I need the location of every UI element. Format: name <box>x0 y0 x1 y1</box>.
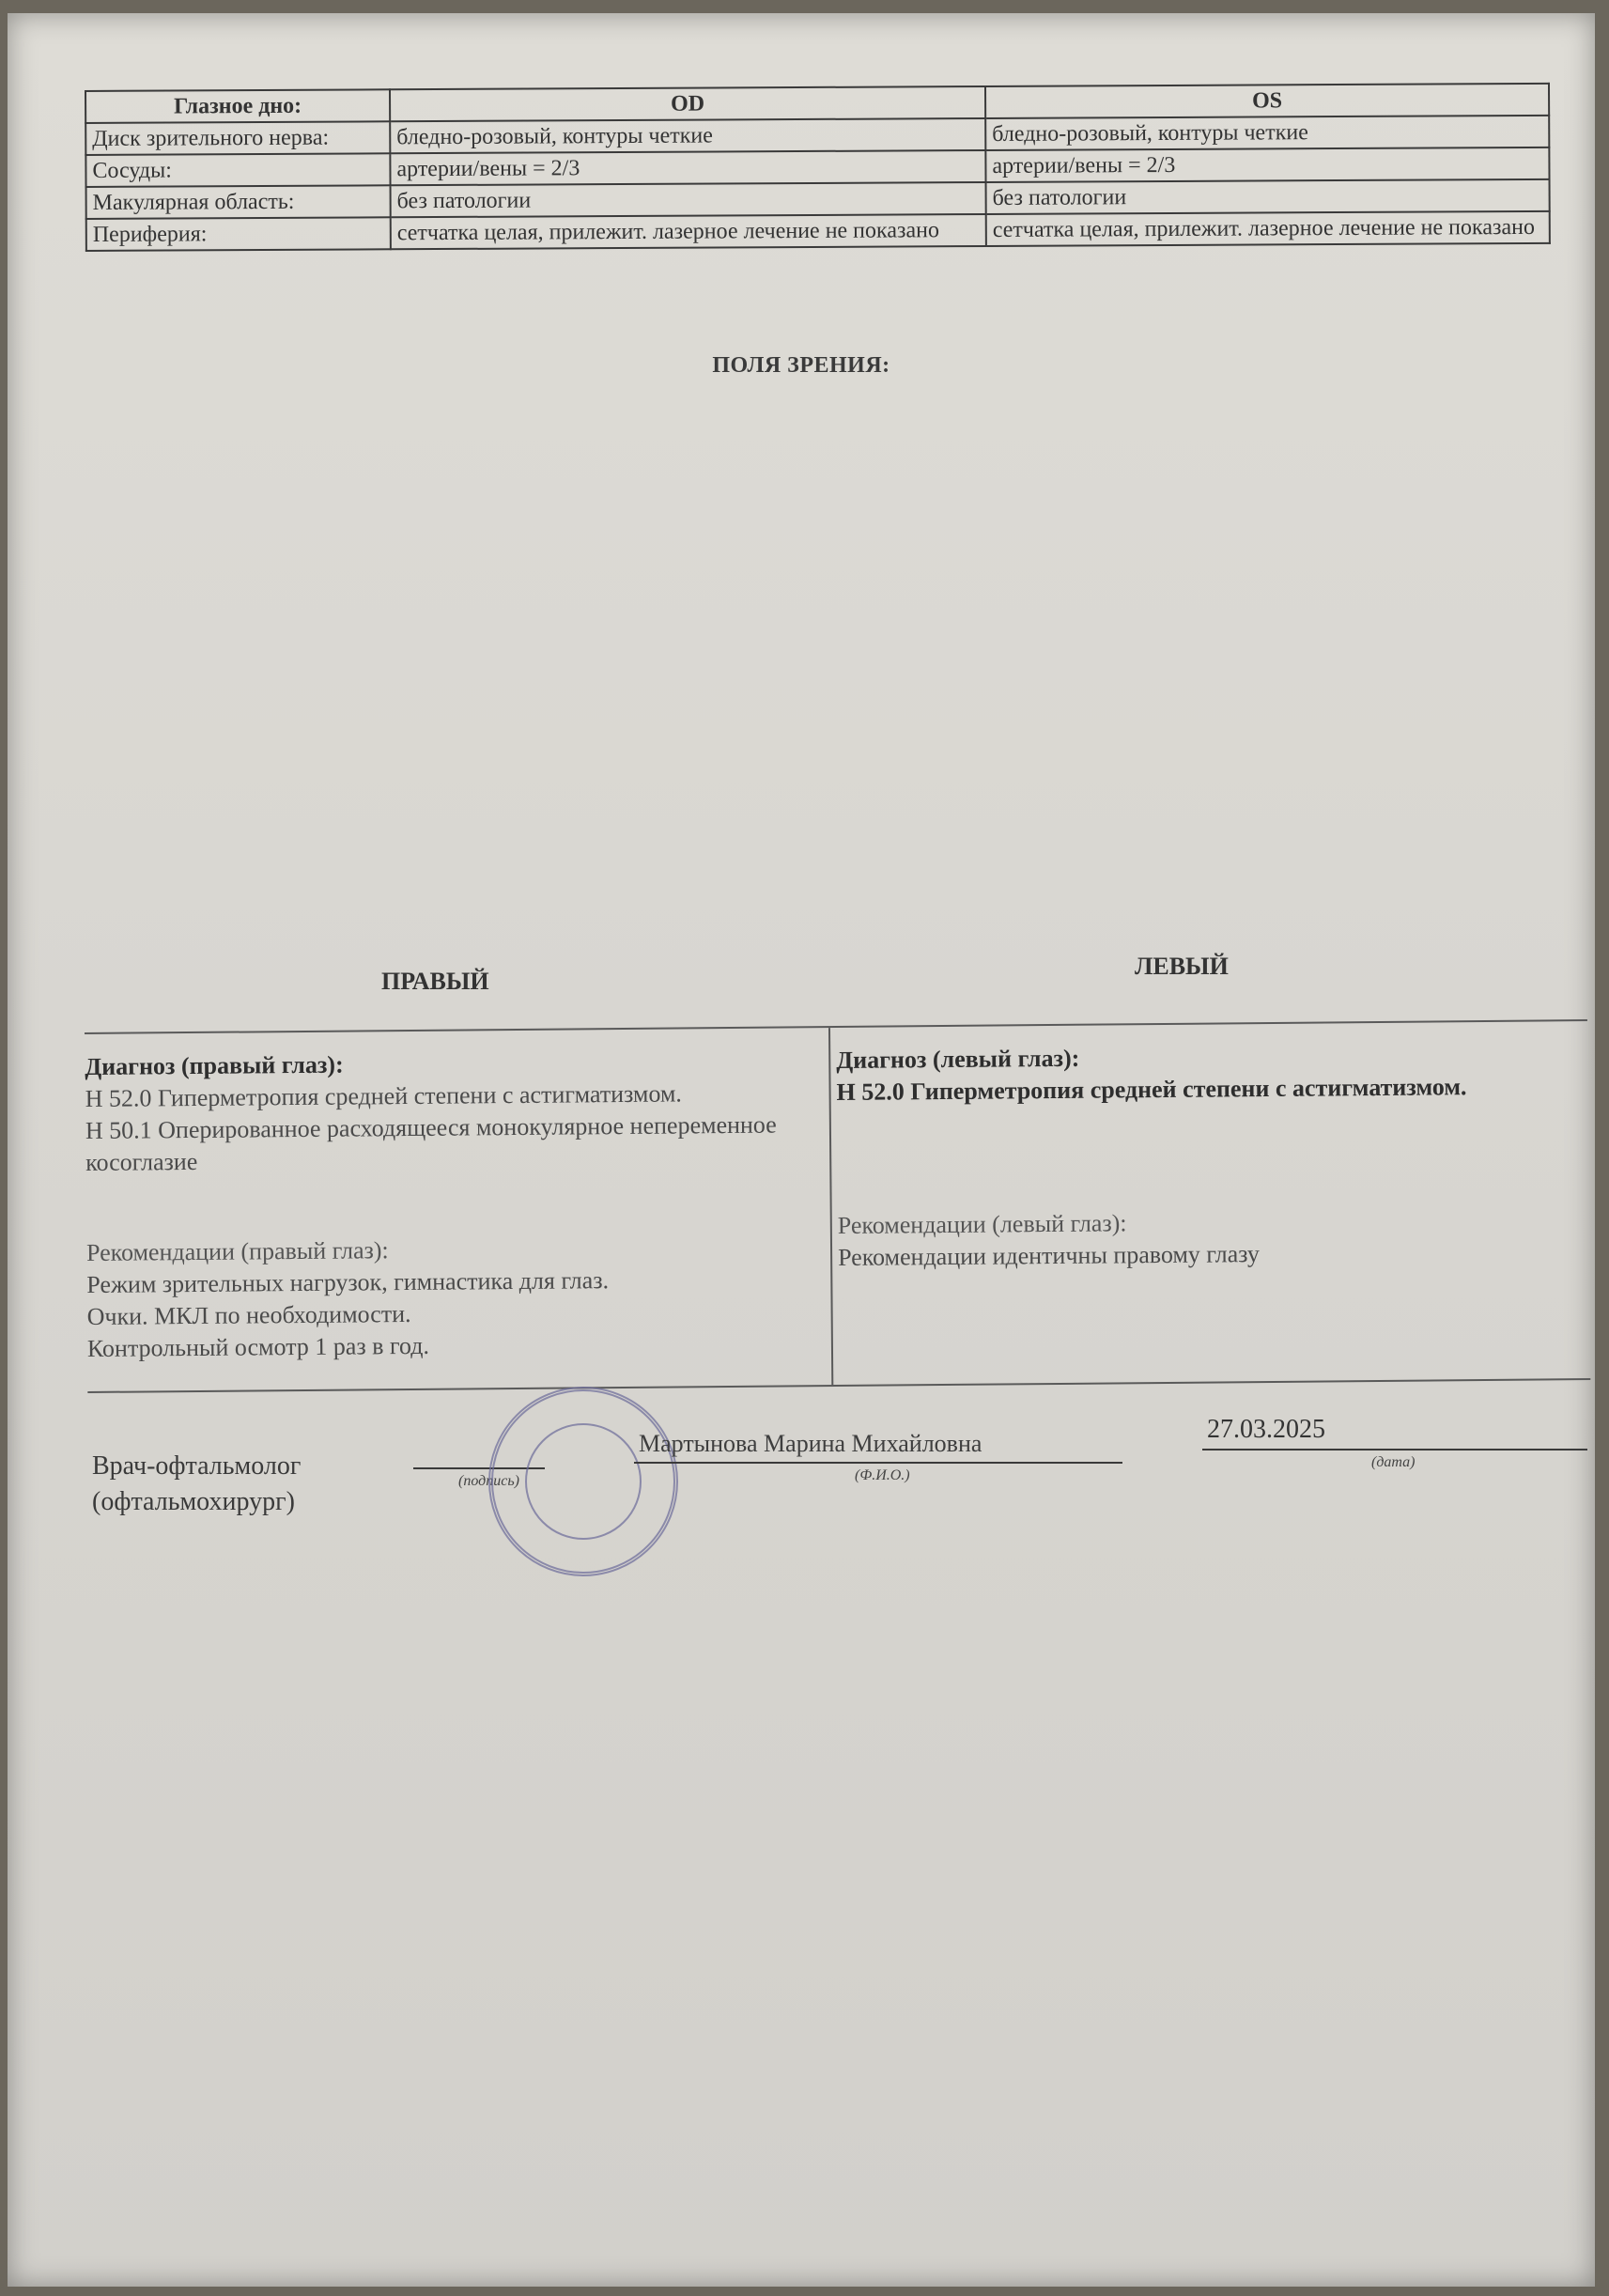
left-eye-heading: ЛЕВЫЙ <box>1135 953 1229 980</box>
signature-caption: (подпись) <box>458 1473 519 1489</box>
os-value: бледно-розовый, контуры четкие <box>985 116 1549 150</box>
document-date: 27.03.2025 <box>1207 1415 1325 1444</box>
date-caption: (дата) <box>1371 1454 1416 1470</box>
signature-block <box>85 1413 1587 1544</box>
od-value: сетчатка целая, прилежит. лазерное лечение не показано <box>391 214 986 249</box>
header-os: OS <box>985 84 1549 118</box>
visual-fields-title: ПОЛЯ ЗРЕНИЯ: <box>712 353 890 378</box>
stamp-seal <box>488 1387 678 1576</box>
table-row <box>86 211 1550 251</box>
right-recommendation-line: Контрольный осмотр 1 раз в год. <box>86 1331 430 1362</box>
right-recommendation-line: Режим зрительных нагрузок, гимнастика для глаз. <box>86 1266 610 1298</box>
document-page <box>8 13 1595 2287</box>
right-diagnosis-line: Н 50.1 Оперированное расходящееся монокулярное непеременное косоглазие <box>85 1110 777 1176</box>
os-value: сетчатка целая, прилежит. лазерное лечение не показано <box>986 211 1550 246</box>
right-diagnosis-line: Н 52.0 Гиперметропия средней степени с астигматизмом. <box>85 1079 682 1112</box>
od-value: артерии/вены = 2/3 <box>390 150 985 185</box>
date-line <box>1202 1449 1587 1451</box>
os-value: без патологии <box>986 179 1550 214</box>
doctor-role-line: Врач-офтальмолог <box>92 1451 302 1481</box>
right-eye-heading: ПРАВЫЙ <box>381 968 489 995</box>
right-recommendation-line: Очки. МКЛ по необходимости. <box>86 1299 411 1330</box>
row-label: Сосуды: <box>85 153 390 187</box>
right-diagnosis-title: Диагноз (правый глаз): <box>85 1050 344 1080</box>
left-diagnosis-title: Диагноз (левый глаз): <box>836 1044 1080 1075</box>
row-label: Диск зрительного нерва: <box>85 121 390 155</box>
doctor-name: Мартынова Марина Михайловна <box>639 1430 982 1457</box>
left-eye-column <box>836 1038 1589 1274</box>
od-value: бледно-розовый, контуры четкие <box>390 118 985 153</box>
header-od: OD <box>390 86 985 121</box>
row-label: Периферия: <box>86 217 391 251</box>
os-value: артерии/вены = 2/3 <box>985 147 1549 182</box>
od-value: без патологии <box>391 182 986 217</box>
header-fundus: Глазное дно: <box>85 89 390 123</box>
left-recommendations-title: Рекомендации (левый глаз): <box>837 1209 1127 1240</box>
doctor-role <box>92 1449 301 1520</box>
fundus-table <box>85 83 1551 252</box>
right-eye-column <box>85 1045 811 1365</box>
name-line <box>634 1462 1122 1464</box>
diagnosis-section <box>85 1019 1590 1393</box>
left-diagnosis-line: Н 52.0 Гиперметропия средней степени с астигматизмом. <box>836 1073 1467 1107</box>
name-caption: (Ф.И.О.) <box>855 1467 910 1483</box>
left-recommendation-line: Рекомендации идентичны правому глазу <box>837 1240 1261 1272</box>
right-recommendations-title: Рекомендации (правый глаз): <box>85 1236 389 1266</box>
row-label: Макулярная область: <box>86 185 391 219</box>
column-divider <box>828 1028 833 1385</box>
doctor-role-line: (офтальмохирург) <box>92 1487 295 1516</box>
stamp-inner-ring <box>525 1423 642 1540</box>
